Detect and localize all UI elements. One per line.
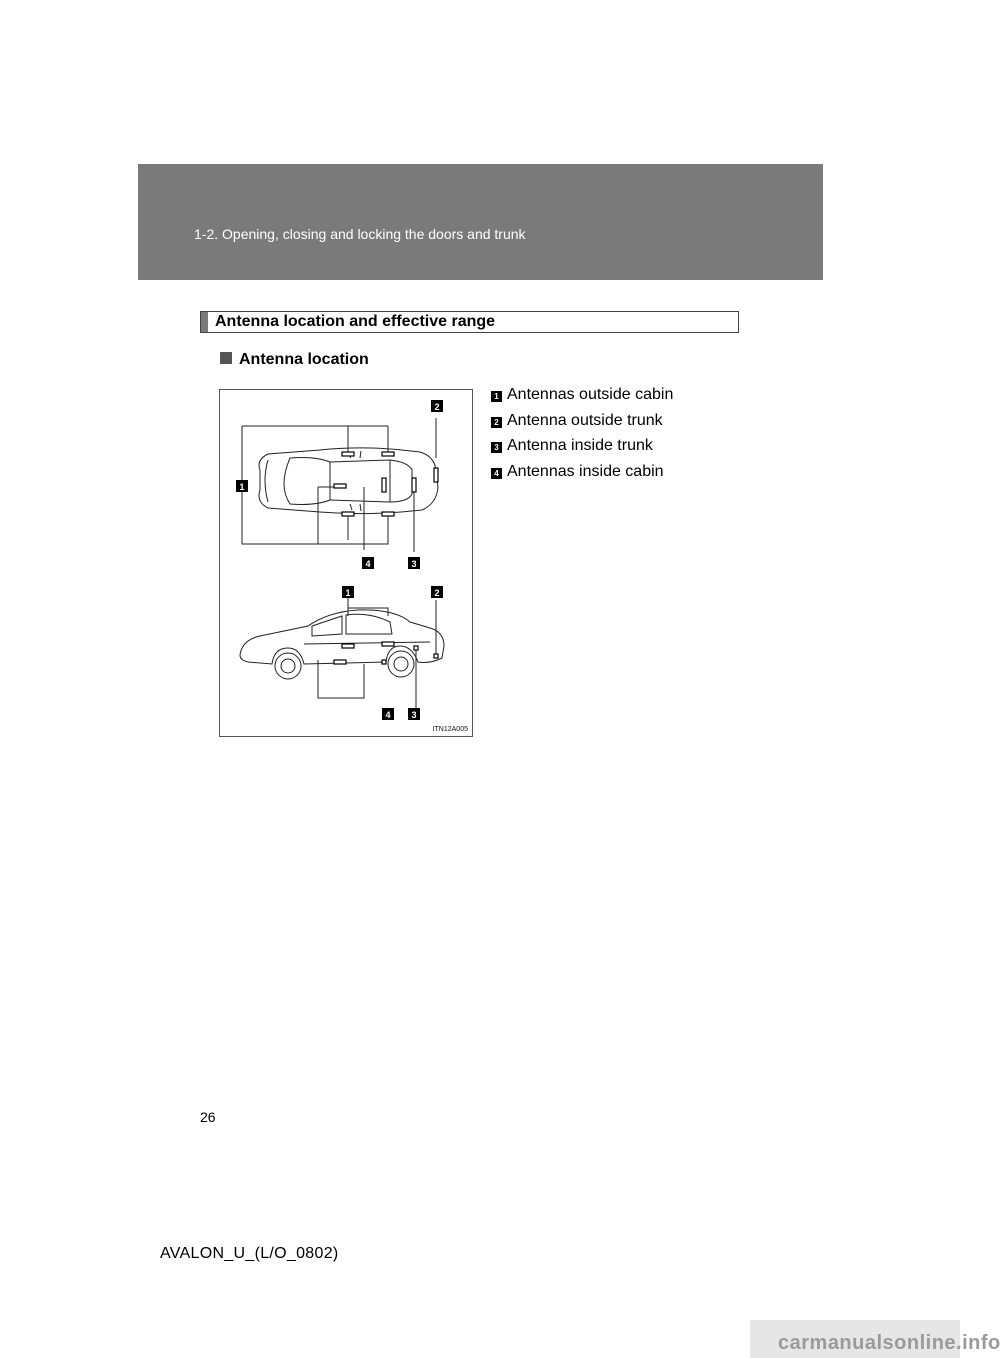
figure-code: ITN12A005 [432, 726, 468, 733]
section-header-band [138, 164, 823, 280]
legend-label: Antenna inside trunk [507, 437, 653, 454]
callout-label: 2 [434, 402, 440, 412]
car-diagram-illustration [220, 390, 474, 738]
callout-label: 1 [239, 482, 245, 492]
antenna-mark [414, 646, 418, 650]
legend-item [491, 386, 673, 412]
callout-label: 3 [411, 559, 417, 569]
footer-code: AVALON_U_(L/O_0802) [160, 1245, 339, 1262]
callout-label: 1 [345, 588, 351, 598]
legend-number: 3 [491, 442, 502, 453]
antenna-mark [334, 660, 346, 664]
section-breadcrumb: 1-2. Opening, closing and locking the doors and trunk [194, 226, 526, 242]
legend-label: Antenna outside trunk [507, 411, 663, 429]
antenna-mark [342, 512, 354, 516]
antenna-mark [342, 644, 354, 648]
antenna-mark [382, 478, 386, 492]
antenna-mark [342, 452, 354, 456]
antenna-mark [382, 452, 394, 456]
callout-label: 3 [411, 710, 417, 720]
legend-item [491, 463, 673, 489]
legend-number: 2 [491, 417, 502, 428]
antenna-mark [382, 512, 394, 516]
subheading-text: Antenna location [239, 351, 369, 368]
page-number: 26 [200, 1109, 216, 1125]
legend [491, 386, 673, 488]
section-title-bar [201, 312, 208, 332]
subheading [220, 351, 369, 369]
callout-label: 4 [365, 559, 371, 569]
legend-label: Antennas inside cabin [507, 462, 664, 480]
legend-number: 1 [491, 391, 502, 402]
legend-item [491, 437, 673, 463]
antenna-mark [434, 654, 438, 658]
callout-label: 4 [385, 710, 391, 720]
antenna-mark [382, 642, 394, 646]
legend-number: 4 [491, 468, 502, 479]
section-title: Antenna location and effective range [215, 313, 496, 330]
callout-label: 2 [434, 588, 440, 598]
section-title-box [200, 311, 739, 333]
antenna-mark [382, 660, 386, 664]
legend-item [491, 412, 673, 438]
watermark [750, 1320, 1001, 1358]
antenna-mark [412, 478, 416, 492]
legend-label: Antennas outside cabin [507, 386, 674, 403]
antenna-mark [334, 484, 346, 488]
antenna-mark [434, 468, 438, 482]
watermark-text: carmanualsonline.info [778, 1332, 1001, 1354]
antenna-location-figure [219, 389, 473, 737]
square-bullet-icon [220, 352, 232, 364]
